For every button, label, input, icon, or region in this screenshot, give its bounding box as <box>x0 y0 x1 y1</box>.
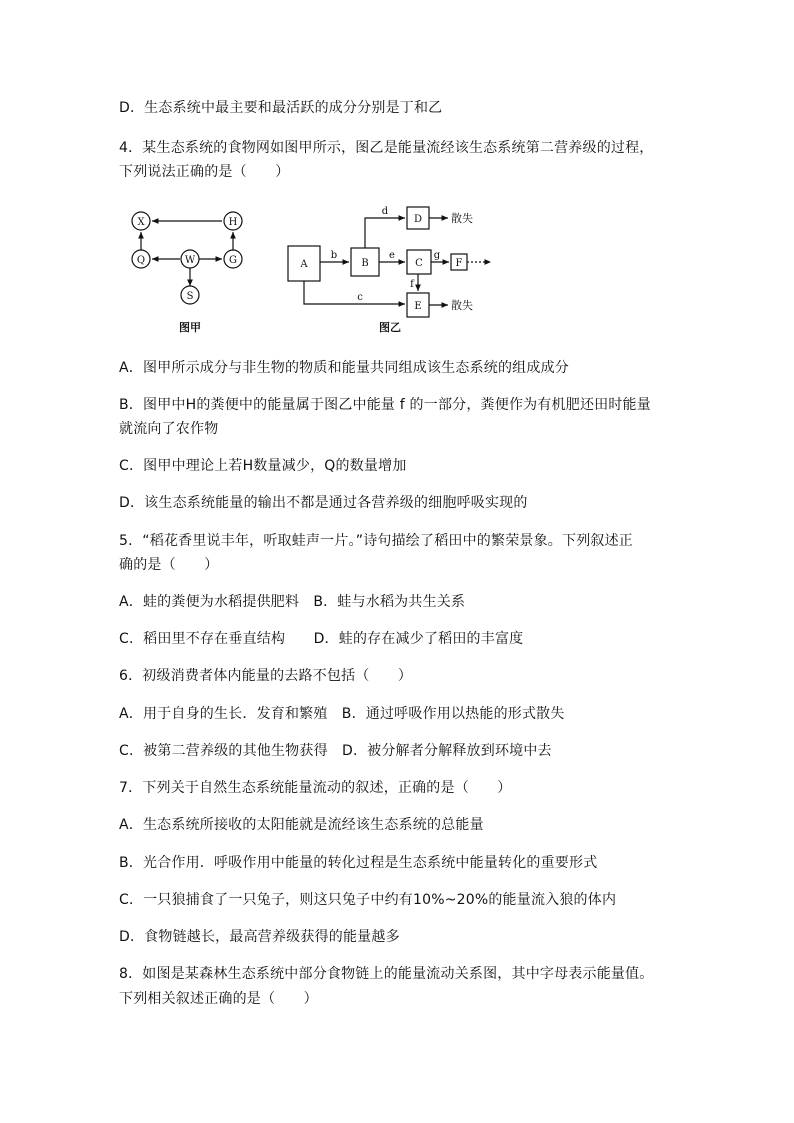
box-d <box>407 207 429 229</box>
figure-caption-yi: 图乙 <box>379 321 401 334</box>
figure-caption-jia: 图甲 <box>179 321 201 334</box>
box-a <box>288 246 320 281</box>
text-line: 8．如图是某森林生态系统中部分食物链上的能量流动关系图，其中字母表示能量值。 <box>119 966 654 982</box>
arrow-b-d <box>365 218 405 248</box>
node-w <box>181 250 199 268</box>
text-line: C．一只狼捕食了一只兔子，则这只兔子中约有10%~20%的能量流入狼的体内 <box>119 892 617 908</box>
text-line: B．光合作用．呼吸作用中能量的转化过程是生态系统中能量转化的重要形式 <box>119 855 598 871</box>
text-line: 5．“稻花香里说丰年，听取蛙声一片。”诗句描绘了稻田中的繁荣景象。下列叙述正 <box>119 533 634 549</box>
arrow-label-f: f <box>410 279 414 290</box>
box-label: C <box>415 258 423 269</box>
box-label: E <box>414 301 422 312</box>
node-g <box>224 250 242 268</box>
energy-flow-diagram <box>288 206 491 334</box>
node-s <box>181 286 199 304</box>
node-h <box>224 212 242 230</box>
arrow-a-e <box>304 281 405 304</box>
arrow-label-d: d <box>381 206 389 217</box>
node-label: H <box>228 217 238 228</box>
node-label: G <box>229 255 237 266</box>
box-b <box>351 248 379 276</box>
output-label-d: 散失 <box>451 212 473 225</box>
node-label: W <box>184 255 196 266</box>
node-label: S <box>186 291 194 302</box>
arrow-label-c: c <box>357 292 363 303</box>
text-line: 7．下列关于自然生态系统能量流动的叙述，正确的是（ ） <box>119 780 512 796</box>
arrow-label-g: g <box>433 250 441 261</box>
text-line: D．生态系统中最主要和最活跃的成分分别是丁和乙 <box>119 100 443 116</box>
text-line: 下列说法正确的是（ ） <box>119 164 290 180</box>
arrow-label-e: e <box>389 250 395 261</box>
text-line: C．被第二营养级的其他生物获得 D．被分解者分解释放到环境中去 <box>119 743 552 759</box>
box-c <box>407 250 431 274</box>
node-x <box>132 212 150 230</box>
output-label-e: 散失 <box>451 299 473 312</box>
food-web-diagram <box>132 212 242 334</box>
text-line: 确的是（ ） <box>119 557 219 573</box>
text-line: D．食物链越长，最高营养级获得的能量越多 <box>119 929 400 945</box>
text-line: D．该生态系统能量的输出不都是通过各营养级的细胞呼吸实现的 <box>119 495 528 511</box>
text-line: A．生态系统所接收的太阳能就是流经该生态系统的总能量 <box>119 817 484 833</box>
text-line: 下列相关叙述正确的是（ ） <box>119 991 318 1007</box>
box-f <box>451 254 467 270</box>
text-line: C．稻田里不存在垂直结构 D．蛙的存在减少了稻田的丰富度 <box>119 631 524 647</box>
text-line: A．蛙的粪便为水稻提供肥料 B．蛙与水稻为共生关系 <box>119 594 466 610</box>
text-line: B．图甲中H的粪便中的能量属于图乙中能量 f 的一部分，粪便作为有机肥还田时能量 <box>119 397 651 413</box>
box-label: A <box>300 259 308 270</box>
box-e <box>407 293 429 317</box>
box-label: D <box>413 214 423 225</box>
box-label: F <box>455 258 463 269</box>
text-line: A．图甲所示成分与非生物的物质和能量共同组成该生态系统的组成成分 <box>119 360 569 376</box>
text-line: A．用于自身的生长．发育和繁殖 B．通过呼吸作用以热能的形式散失 <box>119 706 565 722</box>
box-label: B <box>361 258 369 269</box>
node-label: Q <box>136 255 146 266</box>
text-line: 4．某生态系统的食物网如图甲所示，图乙是能量流经该生态系统第二营养级的过程， <box>119 140 654 156</box>
node-label: X <box>137 217 145 228</box>
text-line: C．图甲中理论上若H数量减少，Q的数量增加 <box>119 458 407 474</box>
text-line: 6．初级消费者体内能量的去路不包括（ ） <box>119 668 413 684</box>
node-q <box>132 250 150 268</box>
arrow-label-b: b <box>330 250 338 261</box>
text-line: 就流向了农作物 <box>119 421 219 437</box>
